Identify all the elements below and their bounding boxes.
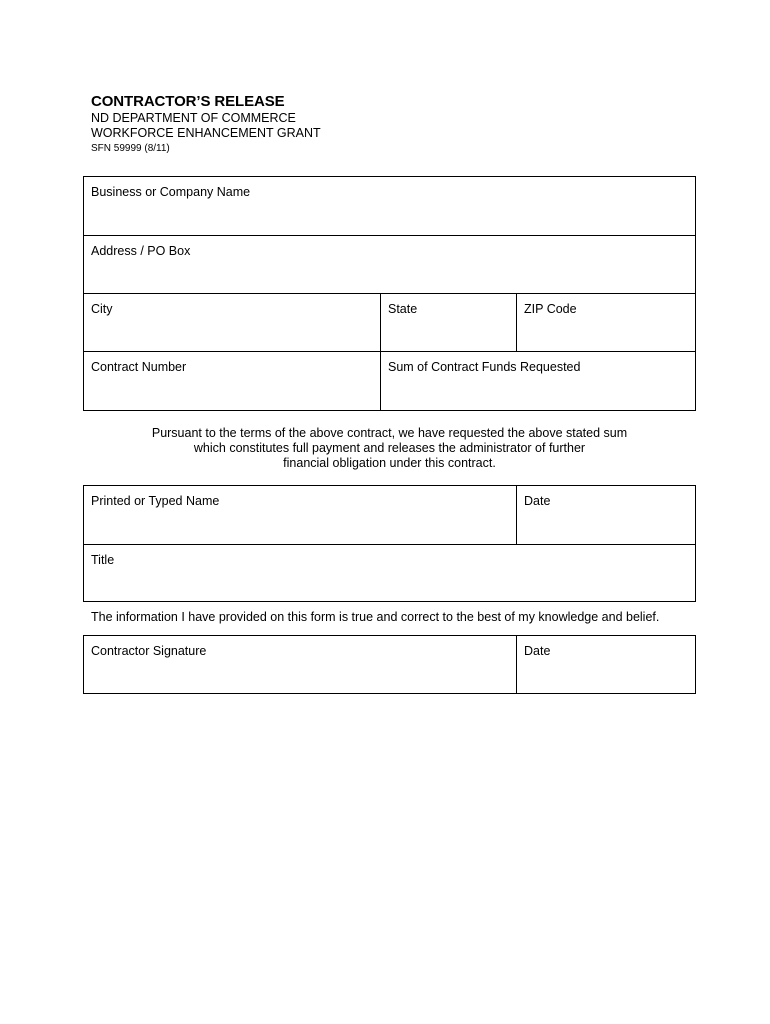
contract-number-label: Contract Number	[91, 360, 187, 374]
title-label: Title	[91, 553, 115, 567]
form-header	[91, 93, 491, 156]
title-row	[84, 544, 695, 602]
contract-row	[84, 351, 695, 410]
sum-requested-field[interactable]	[380, 352, 695, 410]
contractor-signature-field[interactable]	[84, 636, 516, 693]
signature-section	[83, 635, 696, 694]
certification-statement: The information I have provided on this form is true and correct to the best of my knowledge and belief.	[91, 610, 660, 624]
business-name-row	[84, 177, 695, 235]
address-label: Address / PO Box	[91, 244, 191, 258]
zip-code-field[interactable]	[516, 294, 695, 351]
city-field[interactable]	[84, 294, 380, 351]
city-state-zip-row	[84, 293, 695, 351]
contract-number-field[interactable]	[84, 352, 380, 410]
printed-name-label: Printed or Typed Name	[91, 494, 220, 508]
program-name: WORKFORCE ENHANCEMENT GRANT	[91, 126, 321, 140]
city-label: City	[91, 302, 113, 316]
printed-name-row	[84, 486, 695, 544]
signature-date-field[interactable]	[516, 636, 695, 693]
form-title: CONTRACTOR’S RELEASE	[91, 93, 285, 110]
signature-row	[84, 636, 695, 693]
title-field[interactable]	[84, 545, 695, 602]
department-name: ND DEPARTMENT OF COMMERCE	[91, 111, 296, 125]
business-name-label: Business or Company Name	[91, 185, 251, 199]
release-statement-line: financial obligation under this contract.	[283, 456, 496, 470]
printed-name-field[interactable]	[84, 486, 516, 544]
address-row	[84, 235, 695, 293]
address-field[interactable]	[84, 236, 695, 293]
release-statement-line: which constitutes full payment and releases the administrator of further	[193, 441, 586, 455]
release-statement	[83, 426, 696, 471]
form-number: SFN 59999 (8/11)	[91, 143, 170, 154]
date-label: Date	[524, 644, 551, 658]
contractor-info-section	[83, 176, 696, 411]
date-label: Date	[524, 494, 551, 508]
signer-info-section	[83, 485, 696, 602]
printed-name-date-field[interactable]	[516, 486, 695, 544]
business-name-field[interactable]	[84, 177, 695, 235]
sum-requested-label: Sum of Contract Funds Requested	[388, 360, 581, 374]
contractor-signature-label: Contractor Signature	[91, 644, 207, 658]
zip-code-label: ZIP Code	[524, 302, 577, 316]
state-field[interactable]	[380, 294, 516, 351]
state-label: State	[388, 302, 418, 316]
release-statement-line: Pursuant to the terms of the above contract, we have requested the above stated sum	[151, 426, 628, 440]
